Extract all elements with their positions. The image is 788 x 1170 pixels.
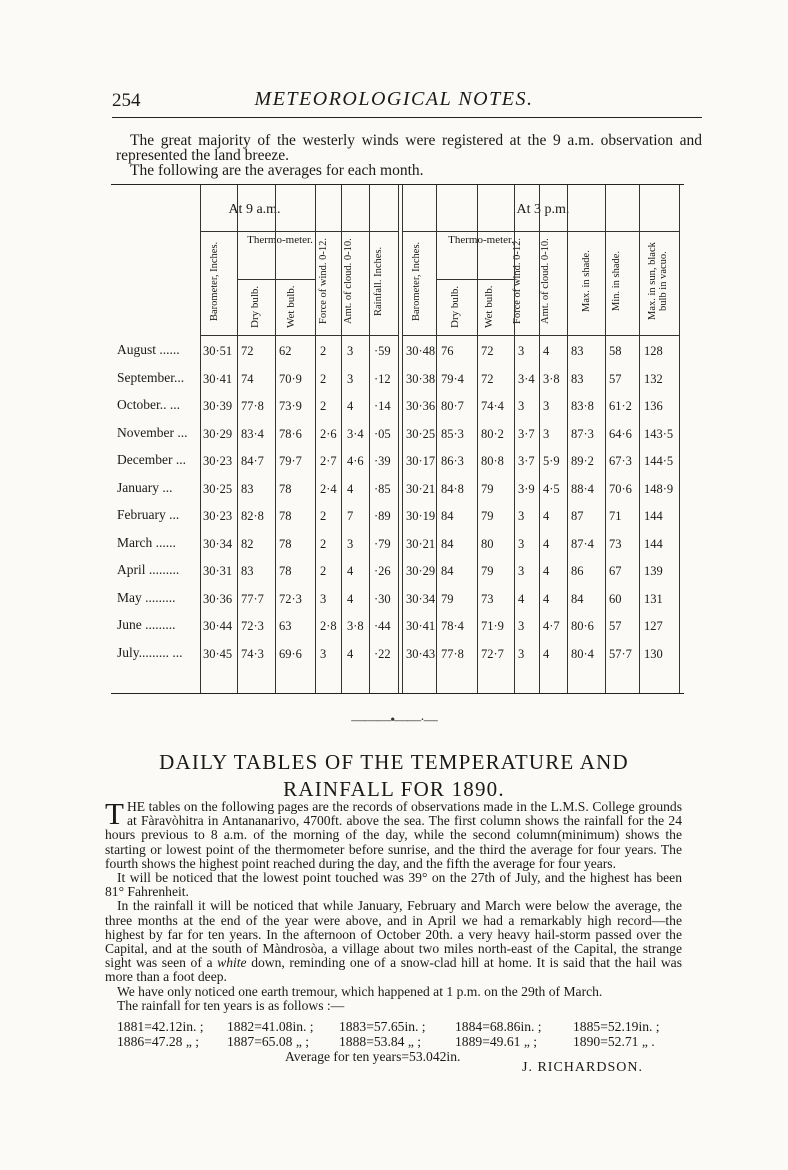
table-cell-rain: ·26 (374, 564, 391, 578)
table-cell-wind3: 3·9 (518, 481, 535, 496)
table-column-rule (639, 185, 640, 693)
table-cell-wind9: 2·4 (320, 481, 337, 496)
table-column-rule (369, 185, 370, 693)
table-cell-wet9: 73·9 (279, 399, 302, 413)
row-month-label: August ...... (117, 342, 180, 357)
table-cell-bar3: 30·36 (406, 399, 436, 413)
table-cell-bar9: 30·45 (203, 646, 233, 661)
table-column-rule (200, 185, 201, 693)
rainfall-year-entry: 1885=52.19in. ; (573, 1019, 660, 1034)
table-cell-cloud3: 3 (543, 399, 550, 413)
article-title-line-2: RAINFALL FOR 1890. (283, 777, 505, 801)
table-row-rule (436, 279, 514, 280)
table-cell-wind9: 2 (320, 536, 327, 551)
table-cell-dry3: 79·4 (441, 371, 464, 386)
article-title (0, 749, 788, 803)
table-cell-wet9: 63 (279, 619, 292, 633)
table-row-rule (200, 335, 398, 336)
row-month-label: June ......... (117, 617, 176, 632)
table-cell-rain: ·59 (374, 344, 391, 358)
table-cell-mins: 60 (609, 591, 622, 606)
table-cell-cloud9: 3·8 (347, 619, 364, 633)
table-cell-cloud9: 3 (347, 371, 354, 386)
table-column-rule (514, 185, 515, 693)
table-column-rule (275, 185, 276, 693)
table-cell-bar3: 30·19 (406, 509, 436, 523)
table-cell-cloud9: 4 (347, 591, 354, 606)
table-cell-wet9: 79·7 (279, 454, 302, 468)
rainfall-year-entry: 1883=57.65in. ; (339, 1019, 426, 1034)
table-cell-maxs: 84 (571, 591, 584, 606)
monthly-averages-table (111, 184, 684, 694)
col-header-wet-bulb-9am: Wet bulb. (285, 285, 297, 329)
row-month-label: September... (117, 369, 185, 385)
table-cell-bar3: 30·21 (406, 481, 436, 496)
table-cell-cloud3: 4 (543, 344, 550, 358)
table-column-rule (341, 185, 342, 693)
table-cell-dry9: 83 (241, 481, 254, 496)
table-cell-wind3: 3 (518, 344, 525, 358)
table-cell-bar9: 30·23 (203, 509, 233, 523)
rainfall-year-entry: 1882=41.08in. ; (227, 1019, 314, 1034)
table-cell-dry9: 77·8 (241, 399, 264, 413)
table-cell-dry3: 79 (441, 591, 454, 606)
table-cell-wind9: 2 (320, 564, 327, 578)
table-cell-rain: ·30 (374, 591, 391, 606)
table-cell-sun: 139 (644, 564, 663, 578)
row-month-label: October.. ... (117, 397, 180, 412)
rainfall-year-entry: 1881=42.12in. ; (117, 1019, 204, 1034)
table-cell-maxs: 87 (571, 509, 584, 523)
paragraph-1: HE tables on the following pages are the records of observations made in the L.M.S. College grounds at Fàravòhitra in Antananarivo, 4700ft. above the sea. The first column shows the rainfall for the 24 hours previous to 8 a.m. of the morning of the day, while the second column(minimum) shows the starting or lowest point of the thermometer before sunrise, and the third the average for four years. The fourth shows the highest point reached during the day, and the fifth the average for four years. (105, 799, 682, 871)
table-cell-rain: ·14 (374, 399, 391, 413)
table-cell-bar9: 30·36 (203, 591, 233, 606)
table-column-rule (679, 185, 680, 693)
table-cell-sun: 131 (644, 591, 663, 606)
table-cell-wind3: 4 (518, 591, 525, 606)
table-cell-dry3: 86·3 (441, 454, 464, 468)
table-cell-maxs: 87·4 (571, 536, 594, 551)
table-cell-wet9: 78 (279, 481, 292, 496)
table-cell-cloud3: 4·5 (543, 481, 560, 496)
table-column-rule (402, 185, 403, 693)
table-cell-cloud3: 5·9 (543, 454, 560, 468)
table-cell-mins: 57·7 (609, 646, 632, 661)
table-cell-wind9: 2 (320, 509, 327, 523)
rainfall-year-entry: 1889=49.61 „ ; (455, 1033, 538, 1049)
table-cell-wet9: 62 (279, 344, 292, 358)
rainfall-year-entry: 1887=65.08 „ ; (227, 1033, 310, 1049)
table-cell-wet9: 78·6 (279, 426, 302, 441)
table-cell-wind3: 3 (518, 646, 525, 661)
table-cell-wet3: 72 (481, 371, 494, 386)
table-cell-dry9: 84·7 (241, 454, 264, 468)
table-cell-dry3: 84·8 (441, 481, 464, 496)
table-cell-bar9: 30·25 (203, 481, 233, 496)
table-cell-wind9: 2 (320, 399, 327, 413)
article-title-line-1: DAILY TABLES OF THE TEMPERATURE AND (159, 750, 629, 774)
table-cell-wet9: 69·6 (279, 646, 302, 661)
page-number: 254 (112, 90, 141, 111)
table-cell-mins: 61·2 (609, 399, 632, 413)
table-cell-dry3: 84 (441, 509, 454, 523)
header-rule (112, 117, 702, 118)
table-cell-maxs: 89·2 (571, 454, 594, 468)
table-cell-bar9: 30·23 (203, 454, 233, 468)
table-column-rule (237, 185, 238, 693)
table-cell-wet9: 78 (279, 509, 292, 523)
table-cell-sun: 130 (644, 646, 663, 661)
table-cell-bar9: 30·41 (203, 371, 233, 386)
article-body (105, 796, 682, 1013)
table-cell-cloud9: 4 (347, 564, 354, 578)
rainfall-year-entry: 1886=47.28 „ ; (117, 1033, 200, 1049)
paragraph-5: The rainfall for ten years is as follows :— (117, 997, 345, 1013)
table-cell-maxs: 86 (571, 564, 584, 578)
col-header-rainfall: Rainfall. Inches. (373, 246, 384, 316)
table-cell-wind3: 3·7 (518, 454, 535, 468)
table-cell-bar3: 30·38 (406, 371, 436, 386)
col-header-max-sun: Max. in sun, black bulb in vacuo. (647, 242, 669, 320)
table-cell-bar3: 30·48 (406, 344, 436, 358)
intro-line-2: The following are the averages for each month. (130, 162, 424, 179)
col-header-barometer-9am: Barometer, Inches. (209, 241, 220, 321)
table-cell-bar9: 30·51 (203, 344, 233, 358)
table-cell-mins: 71 (609, 509, 622, 523)
table-cell-wet3: 80·8 (481, 454, 504, 468)
table-cell-wind9: 2·6 (320, 426, 337, 441)
table-cell-sun: 132 (644, 371, 663, 386)
table-cell-cloud3: 4 (543, 536, 550, 551)
table-cell-sun: 148·9 (644, 481, 674, 496)
table-row-rule (402, 231, 679, 232)
table-cell-dry3: 77·8 (441, 646, 464, 661)
table-cell-dry3: 80·7 (441, 399, 464, 413)
table-cell-bar3: 30·34 (406, 591, 436, 606)
rainfall-year-entry: 1884=68.86in. ; (455, 1019, 542, 1034)
table-cell-cloud9: 4 (347, 646, 354, 661)
row-month-label: April ......... (117, 562, 180, 577)
table-cell-cloud9: 4 (347, 481, 354, 496)
table-cell-dry3: 84 (441, 564, 454, 578)
table-cell-sun: 143·5 (644, 426, 674, 441)
table-cell-rain: ·05 (374, 426, 391, 441)
table-cell-cloud3: 3 (543, 426, 550, 441)
table-cell-mins: 67 (609, 564, 622, 578)
paragraph-2: It will be noticed that the lowest point touched was 39° on the 27th of July, and the highest has been 81° Fahrenheit. (105, 870, 682, 900)
table-cell-bar3: 30·25 (406, 426, 436, 441)
drop-cap: T (105, 796, 124, 831)
table-cell-dry9: 82·8 (241, 509, 264, 523)
table-row-rule (200, 231, 398, 232)
table-cell-dry9: 82 (241, 536, 254, 551)
table-cell-wet9: 72·3 (279, 591, 302, 606)
running-head: METEOROLOGICAL NOTES. (254, 88, 534, 110)
table-cell-wet9: 78 (279, 564, 292, 578)
rainfall-average: Average for ten years=53.042in. (285, 1049, 461, 1064)
table-cell-wet3: 71·9 (481, 619, 504, 633)
group-title-3pm: At 3 p.m. (516, 202, 570, 217)
table-column-rule (315, 185, 316, 693)
col-header-cloud-3pm: Amt. of cloud. 0-10. (540, 238, 551, 324)
col-header-force-wind-3pm: Force of wind. 0-12. (512, 237, 523, 325)
table-cell-rain: ·22 (374, 646, 391, 661)
col-header-cloud-9am: Amt. of cloud. 0-10. (343, 238, 354, 324)
table-column-rule (436, 185, 437, 693)
table-cell-dry9: 83·4 (241, 426, 264, 441)
table-cell-dry9: 74 (241, 371, 254, 386)
table-cell-maxs: 80·6 (571, 619, 594, 633)
col-header-barometer-3pm: Barometer, Inches. (411, 241, 422, 321)
table-column-rule (567, 185, 568, 693)
table-cell-wet3: 79 (481, 509, 494, 523)
table-cell-wet3: 79 (481, 481, 494, 496)
col-header-dry-bulb-9am: Dry bulb. (249, 285, 261, 329)
col-header-thermometer-9am: Thermo-meter. (247, 234, 313, 246)
table-cell-wind3: 3 (518, 619, 525, 633)
table-cell-mins: 64·6 (609, 426, 632, 441)
table-cell-cloud9: 4 (347, 399, 354, 413)
table-cell-bar3: 30·17 (406, 454, 436, 468)
table-cell-wet3: 80 (481, 536, 494, 551)
table-cell-bar9: 30·31 (203, 564, 233, 578)
col-header-min-shade: Min. in shade. (611, 250, 622, 312)
table-cell-dry3: 78·4 (441, 619, 464, 633)
table-cell-cloud3: 4 (543, 509, 550, 523)
table-cell-bar9: 30·39 (203, 399, 233, 413)
table-cell-dry9: 72 (241, 344, 254, 358)
table-cell-cloud3: 4 (543, 564, 550, 578)
table-cell-wet3: 79 (481, 564, 494, 578)
table-cell-cloud9: 3 (347, 536, 354, 551)
table-cell-sun: 144·5 (644, 454, 674, 468)
table-cell-dry9: 74·3 (241, 646, 264, 661)
table-cell-cloud3: 4·7 (543, 619, 560, 633)
table-cell-sun: 136 (644, 399, 663, 413)
table-cell-sun: 144 (644, 509, 663, 523)
table-cell-dry3: 85·3 (441, 426, 464, 441)
table-cell-bar3: 30·43 (406, 646, 436, 661)
table-cell-maxs: 87·3 (571, 426, 594, 441)
paragraph-4: We have only noticed one earth tremour, which happened at 1 p.m. on the 29th of March. (117, 983, 603, 999)
emphasis-white: white (217, 955, 247, 971)
table-column-rule (477, 185, 478, 693)
table-cell-bar3: 30·41 (406, 619, 436, 633)
row-month-label: May ......... (117, 589, 176, 605)
table-cell-wind3: 3 (518, 536, 525, 551)
table-cell-wind9: 3 (320, 646, 327, 661)
table-cell-rain: ·89 (374, 509, 391, 523)
table-cell-dry9: 83 (241, 564, 254, 578)
table-cell-wind3: 3·7 (518, 426, 535, 441)
table-cell-cloud3: 4 (543, 591, 550, 606)
table-cell-wet9: 70·9 (279, 371, 302, 386)
table-cell-maxs: 80·4 (571, 646, 594, 661)
table-cell-wind3: 3 (518, 399, 525, 413)
table-cell-rain: ·85 (374, 481, 391, 496)
table-cell-dry9: 72·3 (241, 619, 264, 633)
table-column-rule (539, 185, 540, 693)
table-cell-mins: 70·6 (609, 481, 632, 496)
table-cell-wet3: 80·2 (481, 426, 504, 441)
table-cell-cloud9: 4·6 (347, 454, 364, 468)
table-column-rule (605, 185, 606, 693)
table-cell-maxs: 83·8 (571, 399, 594, 413)
table-row-rule (402, 335, 679, 336)
intro-text (116, 133, 702, 178)
row-month-label: November ... (117, 424, 188, 440)
table-cell-rain: ·39 (374, 454, 391, 468)
table-cell-bar3: 30·21 (406, 536, 436, 551)
table-cell-rain: ·79 (374, 536, 391, 551)
table-column-rule (398, 185, 399, 693)
col-header-force-wind-9am: Force of wind. 0-12. (318, 237, 329, 325)
table-cell-mins: 57 (609, 371, 622, 386)
table-cell-cloud9: 7 (347, 509, 354, 523)
row-month-label: March ...... (117, 534, 176, 550)
rainfall-year-entry: 1890=52.71 „ . (573, 1033, 655, 1049)
table-cell-wind9: 2·7 (320, 454, 337, 468)
table-cell-wind9: 2 (320, 344, 327, 358)
col-header-max-shade: Max. in shade. (581, 250, 592, 312)
table-row-rule (237, 279, 315, 280)
author-signature: J. RICHARDSON. (522, 1060, 643, 1075)
table-cell-rain: ·12 (374, 371, 391, 386)
row-month-label: February ... (117, 507, 180, 522)
table-cell-bar9: 30·29 (203, 426, 233, 441)
group-title-9am: At 9 a.m. (228, 202, 281, 217)
table-cell-wet9: 78 (279, 536, 292, 551)
rainfall-year-entry: 1888=53.84 „ ; (339, 1033, 422, 1049)
row-month-label: July......... ... (117, 644, 183, 660)
row-month-label: December ... (117, 452, 186, 467)
rainfall-years-list (117, 1020, 697, 1049)
table-cell-sun: 144 (644, 536, 663, 551)
table-cell-cloud3: 3·8 (543, 371, 560, 386)
table-cell-mins: 57 (609, 619, 622, 633)
table-cell-maxs: 88·4 (571, 481, 594, 496)
col-header-dry-bulb-3pm: Dry bulb. (449, 285, 461, 329)
section-ornament: ———•——·— (351, 713, 437, 728)
table-cell-mins: 58 (609, 344, 622, 358)
table-cell-dry3: 84 (441, 536, 454, 551)
table-cell-wind3: 3 (518, 564, 525, 578)
row-month-label: January ... (117, 479, 173, 495)
table-cell-mins: 67·3 (609, 454, 632, 468)
table-cell-cloud3: 4 (543, 646, 550, 661)
table-cell-dry9: 77·7 (241, 591, 264, 606)
table-cell-maxs: 83 (571, 344, 584, 358)
paragraph-3: In the rainfall it will be noticed that while January, February and March were below the average, the three months at the end of the year were above, and in April we had a remarkably high record—the highest by far for ten years. In the afternoon of October 20th. a very heavy hail-storm passed over the Capital, and at the south of Màndrosòa, a village about two miles north-east of the Capital, the strange sight was seen of a white down, reminding one of a snow-clad hill at home. It is said that the hail was more than a foot deep. (105, 898, 682, 985)
col-header-thermometer-3pm: Thermo-meter. (448, 234, 514, 246)
table-cell-cloud9: 3·4 (347, 426, 364, 441)
table-cell-wind3: 3·4 (518, 371, 535, 386)
table-cell-wind3: 3 (518, 509, 525, 523)
table-cell-wind9: 2·8 (320, 619, 337, 633)
table-cell-wet3: 73 (481, 591, 494, 606)
intro-line-1: The great majority of the westerly winds were registered at the 9 a.m. observation and represented the land breeze. (116, 132, 702, 164)
table-cell-wet3: 72 (481, 344, 494, 358)
table-cell-maxs: 83 (571, 371, 584, 386)
table-cell-wet3: 74·4 (481, 399, 504, 413)
table-cell-dry3: 76 (441, 344, 454, 358)
table-cell-bar9: 30·34 (203, 536, 233, 551)
table-cell-sun: 128 (644, 344, 663, 358)
table-cell-wet3: 72·7 (481, 646, 504, 661)
table-cell-sun: 127 (644, 619, 663, 633)
col-header-wet-bulb-3pm: Wet bulb. (483, 285, 495, 329)
table-cell-wind9: 2 (320, 371, 327, 386)
table-cell-wind9: 3 (320, 591, 327, 606)
table-cell-cloud9: 3 (347, 344, 354, 358)
table-cell-rain: ·44 (374, 619, 391, 633)
table-cell-mins: 73 (609, 536, 622, 551)
table-cell-bar3: 30·29 (406, 564, 436, 578)
table-cell-bar9: 30·44 (203, 619, 233, 633)
